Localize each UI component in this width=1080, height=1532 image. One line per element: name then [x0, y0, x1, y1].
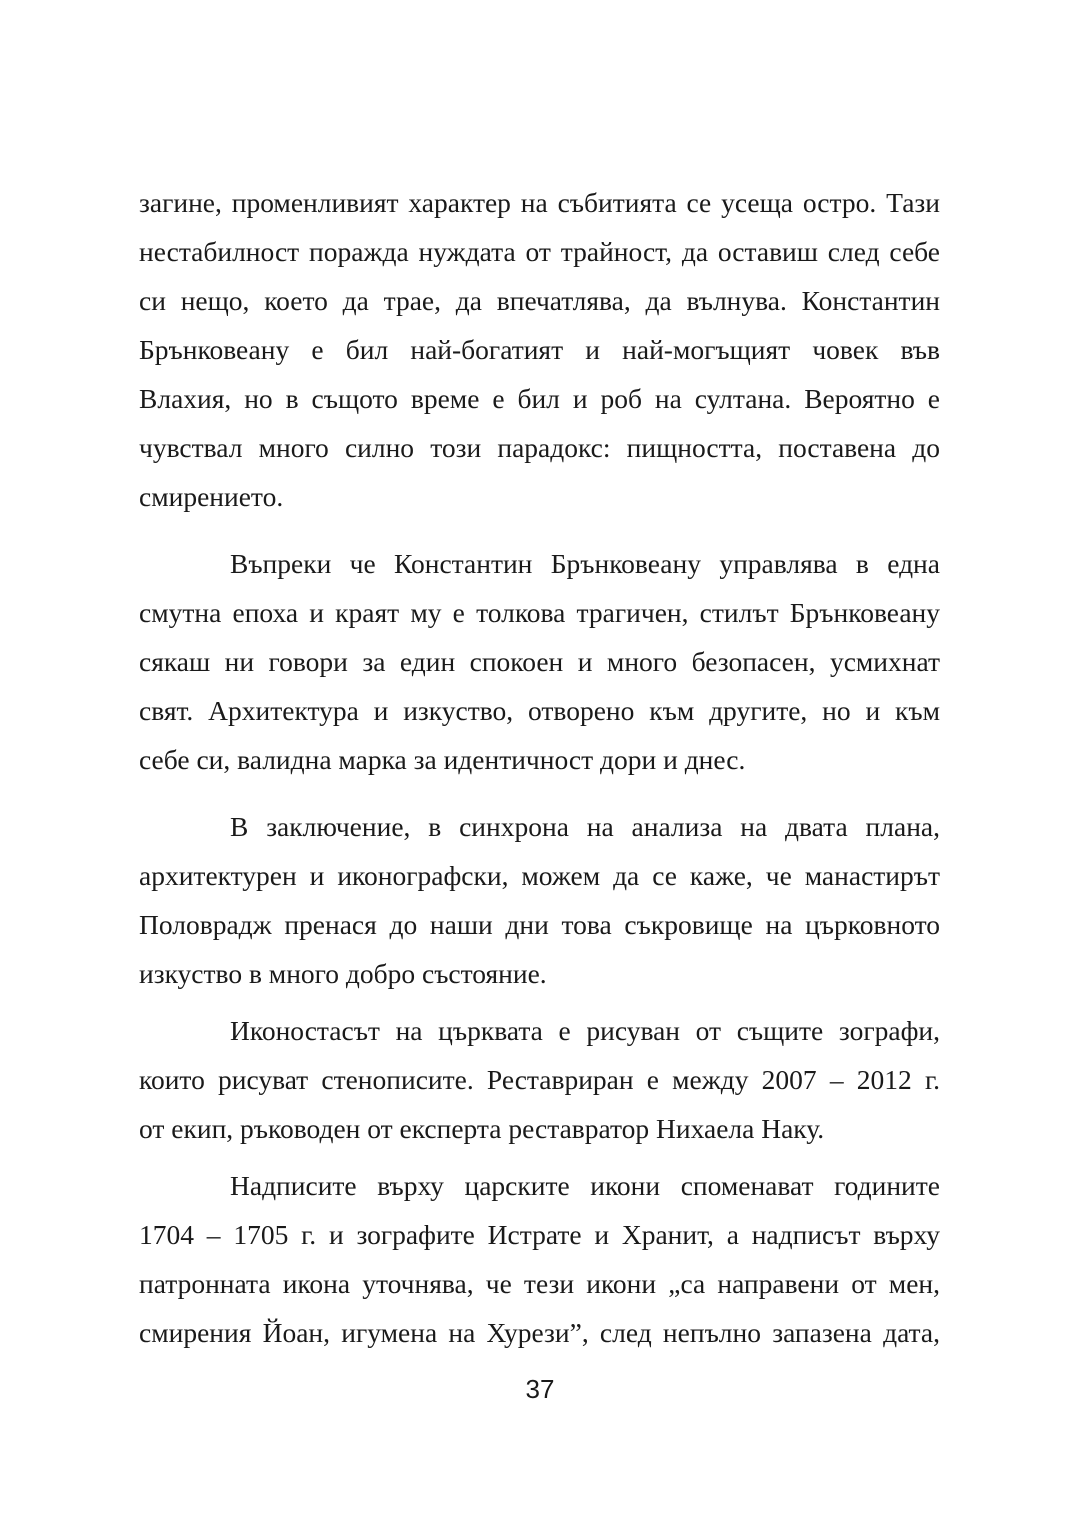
body-text — [139, 178, 940, 1357]
text-line: си нещо, което да трае, да впечатлява, да вълнува. Константин — [139, 285, 940, 316]
text-line: свят. Архитектура и изкуство, отворено към другите, но и към — [139, 695, 940, 726]
page-number: 37 — [525, 1374, 555, 1404]
text-line: смирението. — [139, 481, 284, 512]
text-line: загине, променливият характер на събитията се усеща остро. Тази — [139, 187, 940, 218]
text-line: изкуство в много добро състояние. — [139, 958, 547, 989]
paragraph-4 — [139, 1006, 940, 1153]
text-line: Въпреки че Константин Брънковеану управлява в една — [230, 548, 940, 579]
text-line: от екип, ръководен от експерта реставратор Нихаела Наку. — [139, 1113, 825, 1144]
text-line: Половрадж пренася до наши дни това съкровище на църковното — [139, 909, 940, 940]
paragraph-spacer — [139, 1153, 940, 1161]
paragraph-2 — [139, 539, 940, 784]
text-line: Иконостасът на църквата е рисуван от същите зографи, — [230, 1015, 940, 1046]
paragraph-3 — [139, 802, 940, 998]
text-line: архитектурен и иконографски, можем да се каже, че манастирът — [139, 860, 940, 891]
text-line: В заключение, в синхрона на анализа на двата плана, — [230, 811, 940, 842]
paragraph-5 — [139, 1161, 940, 1357]
paragraph-spacer — [139, 784, 940, 802]
text-line: Брънковеану е бил най-богатият и най-могъщият човек във — [139, 334, 940, 365]
text-line: чувствал много силно този парадокс: пищността, поставена до — [139, 432, 940, 463]
text-line: Надписите върху царските икони споменават годините — [230, 1170, 940, 1201]
text-line: Влахия, но в същото време е бил и роб на султана. Вероятно е — [139, 383, 940, 414]
text-line: себе си, валидна марка за идентичност дори и днес. — [139, 744, 746, 775]
text-line: 1704 – 1705 г. и зографите Истрате и Хранит, а надписът върху — [139, 1219, 940, 1250]
paragraph-spacer — [139, 521, 940, 539]
text-line: сякаш ни говори за един спокоен и много безопасен, усмихнат — [139, 646, 940, 677]
paragraph-1 — [139, 178, 940, 521]
text-line: които рисуват стенописите. Реставриран е между 2007 – 2012 г. — [139, 1064, 940, 1095]
text-line: смирения Йоан, игумена на Хурези”, след непълно запазена дата, — [139, 1317, 940, 1348]
text-line: нестабилност поражда нуждата от трайност, да оставиш след себе — [139, 236, 940, 267]
text-line: патронната икона уточнява, че тези икони „са направени от мен, — [139, 1268, 940, 1299]
paragraph-spacer — [139, 998, 940, 1006]
text-line: смутна епоха и краят му е толкова трагичен, стилът Брънковеану — [139, 597, 940, 628]
